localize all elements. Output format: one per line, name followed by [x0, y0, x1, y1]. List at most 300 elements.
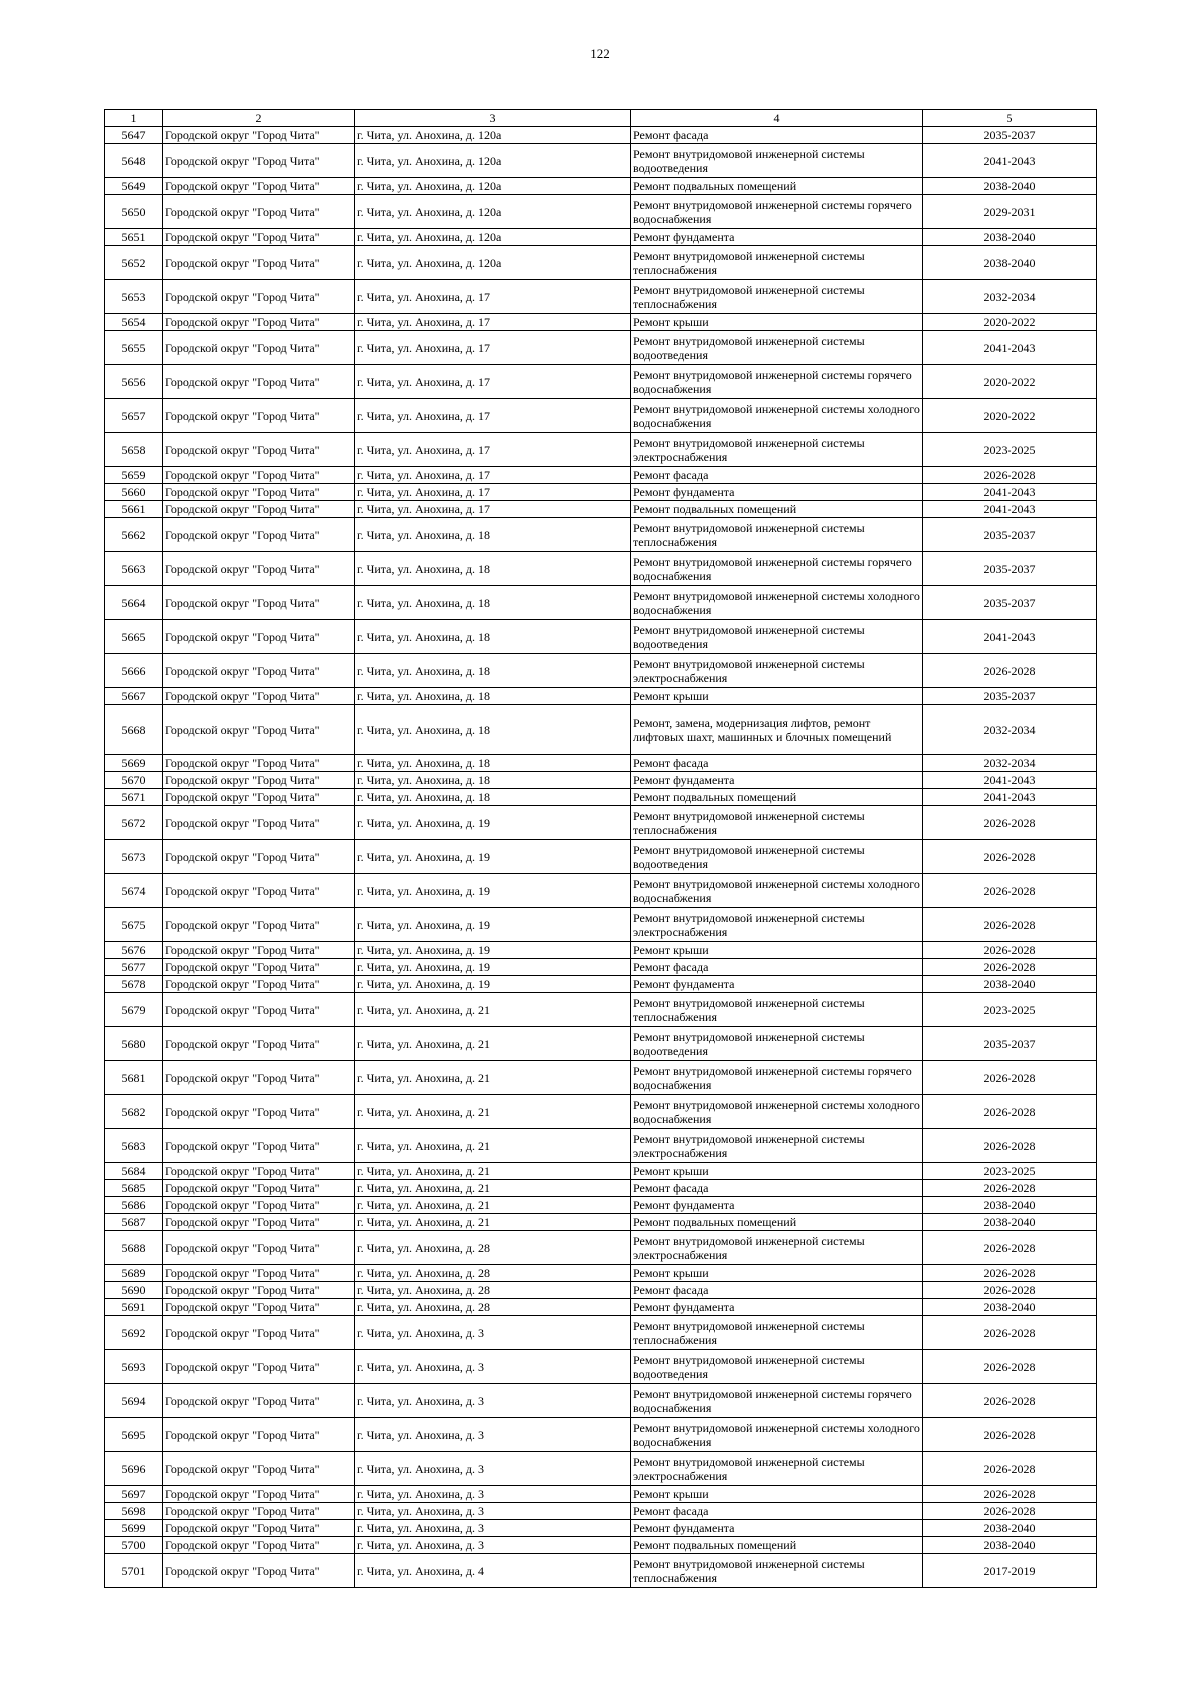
- work-type-cell: Ремонт фасада: [631, 1282, 923, 1299]
- table-row: [105, 331, 1097, 365]
- work-type-cell: Ремонт подвальных помещений: [631, 789, 923, 806]
- address-cell: г. Чита, ул. Анохина, д. 17: [355, 399, 631, 433]
- period-cell: 2026-2028: [923, 908, 1097, 942]
- period-cell: 2032-2034: [923, 755, 1097, 772]
- work-type-cell: Ремонт подвальных помещений: [631, 1537, 923, 1554]
- row-number-cell: 5652: [105, 246, 163, 280]
- row-number-cell: 5677: [105, 959, 163, 976]
- address-cell: г. Чита, ул. Анохина, д. 18: [355, 586, 631, 620]
- work-type-cell: Ремонт крыши: [631, 688, 923, 705]
- address-cell: г. Чита, ул. Анохина, д. 4: [355, 1554, 631, 1588]
- work-type-cell: Ремонт подвальных помещений: [631, 501, 923, 518]
- row-number-cell: 5654: [105, 314, 163, 331]
- address-cell: г. Чита, ул. Анохина, д. 120а: [355, 127, 631, 144]
- address-cell: г. Чита, ул. Анохина, д. 17: [355, 365, 631, 399]
- row-number-cell: 5689: [105, 1265, 163, 1282]
- table-row: [105, 1129, 1097, 1163]
- table-row: [105, 314, 1097, 331]
- row-number-cell: 5693: [105, 1350, 163, 1384]
- address-cell: г. Чита, ул. Анохина, д. 19: [355, 806, 631, 840]
- table-row: [105, 1520, 1097, 1537]
- period-cell: 2038-2040: [923, 1299, 1097, 1316]
- work-type-cell: Ремонт крыши: [631, 942, 923, 959]
- period-cell: 2038-2040: [923, 1520, 1097, 1537]
- table-row: [105, 518, 1097, 552]
- work-type-cell: Ремонт фундамента: [631, 772, 923, 789]
- work-type-cell: Ремонт внутридомовой инженерной системы водоотведения: [631, 1350, 923, 1384]
- work-type-cell: Ремонт фасада: [631, 1180, 923, 1197]
- municipality-cell: Городской округ "Город Чита": [163, 1163, 355, 1180]
- work-type-cell: Ремонт внутридомовой инженерной системы электроснабжения: [631, 1231, 923, 1265]
- table-row: [105, 993, 1097, 1027]
- column-number-header-row: [105, 110, 1097, 127]
- work-type-cell: Ремонт внутридомовой инженерной системы теплоснабжения: [631, 806, 923, 840]
- period-cell: 2023-2025: [923, 1163, 1097, 1180]
- work-type-cell: Ремонт фундамента: [631, 229, 923, 246]
- period-cell: 2026-2028: [923, 1486, 1097, 1503]
- table-row: [105, 1503, 1097, 1520]
- work-type-cell: Ремонт внутридомовой инженерной системы электроснабжения: [631, 1452, 923, 1486]
- period-cell: 2026-2028: [923, 1452, 1097, 1486]
- address-cell: г. Чита, ул. Анохина, д. 18: [355, 755, 631, 772]
- work-type-cell: Ремонт внутридомовой инженерной системы водоотведения: [631, 144, 923, 178]
- address-cell: г. Чита, ул. Анохина, д. 19: [355, 976, 631, 993]
- work-type-cell: Ремонт внутридомовой инженерной системы холодного водоснабжения: [631, 1095, 923, 1129]
- period-cell: 2026-2028: [923, 467, 1097, 484]
- address-cell: г. Чита, ул. Анохина, д. 18: [355, 518, 631, 552]
- municipality-cell: Городской округ "Город Чита": [163, 229, 355, 246]
- row-number-cell: 5666: [105, 654, 163, 688]
- address-cell: г. Чита, ул. Анохина, д. 17: [355, 484, 631, 501]
- table-row: [105, 484, 1097, 501]
- table-row: [105, 1265, 1097, 1282]
- municipality-cell: Городской округ "Город Чита": [163, 1197, 355, 1214]
- municipality-cell: Городской округ "Город Чита": [163, 1299, 355, 1316]
- row-number-cell: 5663: [105, 552, 163, 586]
- period-cell: 2023-2025: [923, 993, 1097, 1027]
- municipality-cell: Городской округ "Город Чита": [163, 688, 355, 705]
- address-cell: г. Чита, ул. Анохина, д. 120а: [355, 246, 631, 280]
- period-cell: 2038-2040: [923, 1537, 1097, 1554]
- work-type-cell: Ремонт внутридомовой инженерной системы горячего водоснабжения: [631, 552, 923, 586]
- period-cell: 2035-2037: [923, 552, 1097, 586]
- row-number-cell: 5655: [105, 331, 163, 365]
- row-number-cell: 5678: [105, 976, 163, 993]
- work-type-cell: Ремонт фундамента: [631, 1299, 923, 1316]
- address-cell: г. Чита, ул. Анохина, д. 120а: [355, 195, 631, 229]
- municipality-cell: Городской округ "Город Чита": [163, 959, 355, 976]
- municipality-cell: Городской округ "Город Чита": [163, 1282, 355, 1299]
- table-row: [105, 1180, 1097, 1197]
- municipality-cell: Городской округ "Город Чита": [163, 246, 355, 280]
- work-type-cell: Ремонт фасада: [631, 959, 923, 976]
- municipality-cell: Городской округ "Город Чита": [163, 144, 355, 178]
- table-row: [105, 1486, 1097, 1503]
- address-cell: г. Чита, ул. Анохина, д. 18: [355, 620, 631, 654]
- column-header: 1: [105, 110, 163, 127]
- period-cell: 2026-2028: [923, 1350, 1097, 1384]
- row-number-cell: 5691: [105, 1299, 163, 1316]
- work-type-cell: Ремонт крыши: [631, 1163, 923, 1180]
- period-cell: 2041-2043: [923, 501, 1097, 518]
- address-cell: г. Чита, ул. Анохина, д. 21: [355, 1163, 631, 1180]
- address-cell: г. Чита, ул. Анохина, д. 120а: [355, 229, 631, 246]
- municipality-cell: Городской округ "Город Чита": [163, 874, 355, 908]
- address-cell: г. Чита, ул. Анохина, д. 3: [355, 1418, 631, 1452]
- municipality-cell: Городской округ "Город Чита": [163, 314, 355, 331]
- table-row: [105, 1299, 1097, 1316]
- address-cell: г. Чита, ул. Анохина, д. 19: [355, 840, 631, 874]
- row-number-cell: 5680: [105, 1027, 163, 1061]
- work-type-cell: Ремонт внутридомовой инженерной системы горячего водоснабжения: [631, 195, 923, 229]
- column-header: 2: [163, 110, 355, 127]
- row-number-cell: 5649: [105, 178, 163, 195]
- table-row: [105, 1197, 1097, 1214]
- row-number-cell: 5647: [105, 127, 163, 144]
- row-number-cell: 5653: [105, 280, 163, 314]
- row-number-cell: 5686: [105, 1197, 163, 1214]
- address-cell: г. Чита, ул. Анохина, д. 17: [355, 433, 631, 467]
- work-type-cell: Ремонт внутридомовой инженерной системы теплоснабжения: [631, 1554, 923, 1588]
- municipality-cell: Городской округ "Город Чита": [163, 654, 355, 688]
- work-type-cell: Ремонт подвальных помещений: [631, 178, 923, 195]
- municipality-cell: Городской округ "Город Чита": [163, 280, 355, 314]
- address-cell: г. Чита, ул. Анохина, д. 3: [355, 1503, 631, 1520]
- row-number-cell: 5683: [105, 1129, 163, 1163]
- table-row: [105, 1418, 1097, 1452]
- work-type-cell: Ремонт внутридомовой инженерной системы горячего водоснабжения: [631, 1061, 923, 1095]
- row-number-cell: 5658: [105, 433, 163, 467]
- address-cell: г. Чита, ул. Анохина, д. 120а: [355, 178, 631, 195]
- table-row: [105, 908, 1097, 942]
- municipality-cell: Городской округ "Город Чита": [163, 942, 355, 959]
- municipality-cell: Городской округ "Город Чита": [163, 433, 355, 467]
- municipality-cell: Городской округ "Город Чита": [163, 840, 355, 874]
- municipality-cell: Городской округ "Город Чита": [163, 399, 355, 433]
- municipality-cell: Городской округ "Город Чита": [163, 1180, 355, 1197]
- table-row: [105, 365, 1097, 399]
- address-cell: г. Чита, ул. Анохина, д. 3: [355, 1486, 631, 1503]
- period-cell: 2035-2037: [923, 688, 1097, 705]
- row-number-cell: 5692: [105, 1316, 163, 1350]
- table-row: [105, 688, 1097, 705]
- row-number-cell: 5660: [105, 484, 163, 501]
- period-cell: 2026-2028: [923, 1316, 1097, 1350]
- address-cell: г. Чита, ул. Анохина, д. 17: [355, 467, 631, 484]
- row-number-cell: 5662: [105, 518, 163, 552]
- period-cell: 2041-2043: [923, 144, 1097, 178]
- period-cell: 2026-2028: [923, 1418, 1097, 1452]
- municipality-cell: Городской округ "Город Чита": [163, 1095, 355, 1129]
- table-row: [105, 1384, 1097, 1418]
- work-type-cell: Ремонт фундамента: [631, 484, 923, 501]
- work-type-cell: Ремонт внутридомовой инженерной системы холодного водоснабжения: [631, 1418, 923, 1452]
- address-cell: г. Чита, ул. Анохина, д. 120а: [355, 144, 631, 178]
- table-row: [105, 840, 1097, 874]
- municipality-cell: Городской округ "Город Чита": [163, 1520, 355, 1537]
- period-cell: 2026-2028: [923, 1282, 1097, 1299]
- row-number-cell: 5672: [105, 806, 163, 840]
- work-type-cell: Ремонт внутридомовой инженерной системы электроснабжения: [631, 433, 923, 467]
- address-cell: г. Чита, ул. Анохина, д. 17: [355, 280, 631, 314]
- period-cell: 2038-2040: [923, 246, 1097, 280]
- work-type-cell: Ремонт внутридомовой инженерной системы водоотведения: [631, 1027, 923, 1061]
- table-row: [105, 246, 1097, 280]
- table-row: [105, 1061, 1097, 1095]
- row-number-cell: 5687: [105, 1214, 163, 1231]
- period-cell: 2026-2028: [923, 1503, 1097, 1520]
- period-cell: 2035-2037: [923, 127, 1097, 144]
- work-type-cell: Ремонт крыши: [631, 314, 923, 331]
- address-cell: г. Чита, ул. Анохина, д. 28: [355, 1265, 631, 1282]
- work-type-cell: Ремонт фасада: [631, 127, 923, 144]
- table-body: [105, 127, 1097, 1588]
- work-type-cell: Ремонт фундамента: [631, 976, 923, 993]
- period-cell: 2041-2043: [923, 484, 1097, 501]
- row-number-cell: 5648: [105, 144, 163, 178]
- address-cell: г. Чита, ул. Анохина, д. 21: [355, 1214, 631, 1231]
- period-cell: 2038-2040: [923, 229, 1097, 246]
- address-cell: г. Чита, ул. Анохина, д. 19: [355, 908, 631, 942]
- municipality-cell: Городской округ "Город Чита": [163, 484, 355, 501]
- municipality-cell: Городской округ "Город Чита": [163, 705, 355, 755]
- row-number-cell: 5650: [105, 195, 163, 229]
- row-number-cell: 5657: [105, 399, 163, 433]
- work-type-cell: Ремонт фасада: [631, 755, 923, 772]
- table-row: [105, 806, 1097, 840]
- work-type-cell: Ремонт внутридомовой инженерной системы холодного водоснабжения: [631, 399, 923, 433]
- period-cell: 2035-2037: [923, 518, 1097, 552]
- row-number-cell: 5659: [105, 467, 163, 484]
- row-number-cell: 5674: [105, 874, 163, 908]
- municipality-cell: Городской округ "Город Чита": [163, 552, 355, 586]
- address-cell: г. Чита, ул. Анохина, д. 3: [355, 1384, 631, 1418]
- period-cell: 2038-2040: [923, 1214, 1097, 1231]
- municipality-cell: Городской округ "Город Чита": [163, 1265, 355, 1282]
- municipality-cell: Городской округ "Город Чита": [163, 1554, 355, 1588]
- work-type-cell: Ремонт, замена, модернизация лифтов, ремонт лифтовых шахт, машинных и блочных помещений: [631, 705, 923, 755]
- address-cell: г. Чита, ул. Анохина, д. 21: [355, 1129, 631, 1163]
- period-cell: 2026-2028: [923, 654, 1097, 688]
- municipality-cell: Городской округ "Город Чита": [163, 331, 355, 365]
- table-row: [105, 620, 1097, 654]
- table-row: [105, 1214, 1097, 1231]
- period-cell: 2026-2028: [923, 1384, 1097, 1418]
- municipality-cell: Городской округ "Город Чита": [163, 1129, 355, 1163]
- work-type-cell: Ремонт фундамента: [631, 1197, 923, 1214]
- municipality-cell: Городской округ "Город Чита": [163, 365, 355, 399]
- table-row: [105, 1452, 1097, 1486]
- period-cell: 2035-2037: [923, 586, 1097, 620]
- municipality-cell: Городской округ "Город Чита": [163, 586, 355, 620]
- municipality-cell: Городской округ "Город Чита": [163, 1486, 355, 1503]
- period-cell: 2026-2028: [923, 959, 1097, 976]
- period-cell: 2041-2043: [923, 620, 1097, 654]
- address-cell: г. Чита, ул. Анохина, д. 18: [355, 705, 631, 755]
- work-type-cell: Ремонт внутридомовой инженерной системы горячего водоснабжения: [631, 1384, 923, 1418]
- municipality-cell: Городской округ "Город Чита": [163, 1503, 355, 1520]
- period-cell: 2017-2019: [923, 1554, 1097, 1588]
- period-cell: 2020-2022: [923, 314, 1097, 331]
- address-cell: г. Чита, ул. Анохина, д. 3: [355, 1520, 631, 1537]
- table-row: [105, 280, 1097, 314]
- table-row: [105, 127, 1097, 144]
- period-cell: 2026-2028: [923, 1129, 1097, 1163]
- table-row: [105, 1095, 1097, 1129]
- period-cell: 2035-2037: [923, 1027, 1097, 1061]
- municipality-cell: Городской округ "Город Чита": [163, 1231, 355, 1265]
- period-cell: 2026-2028: [923, 806, 1097, 840]
- work-type-cell: Ремонт внутридомовой инженерной системы электроснабжения: [631, 1129, 923, 1163]
- period-cell: 2026-2028: [923, 942, 1097, 959]
- table-row: [105, 433, 1097, 467]
- work-type-cell: Ремонт внутридомовой инженерной системы горячего водоснабжения: [631, 365, 923, 399]
- municipality-cell: Городской округ "Город Чита": [163, 755, 355, 772]
- table-row: [105, 1554, 1097, 1588]
- address-cell: г. Чита, ул. Анохина, д. 17: [355, 331, 631, 365]
- table-row: [105, 1163, 1097, 1180]
- address-cell: г. Чита, ул. Анохина, д. 18: [355, 552, 631, 586]
- address-cell: г. Чита, ул. Анохина, д. 21: [355, 1061, 631, 1095]
- address-cell: г. Чита, ул. Анохина, д. 19: [355, 959, 631, 976]
- address-cell: г. Чита, ул. Анохина, д. 18: [355, 772, 631, 789]
- work-type-cell: Ремонт внутридомовой инженерной системы электроснабжения: [631, 908, 923, 942]
- period-cell: 2023-2025: [923, 433, 1097, 467]
- row-number-cell: 5695: [105, 1418, 163, 1452]
- work-type-cell: Ремонт внутридомовой инженерной системы водоотведения: [631, 331, 923, 365]
- row-number-cell: 5664: [105, 586, 163, 620]
- municipality-cell: Городской округ "Город Чита": [163, 501, 355, 518]
- period-cell: 2041-2043: [923, 331, 1097, 365]
- row-number-cell: 5669: [105, 755, 163, 772]
- period-cell: 2026-2028: [923, 840, 1097, 874]
- municipality-cell: Городской округ "Город Чита": [163, 1384, 355, 1418]
- work-type-cell: Ремонт крыши: [631, 1265, 923, 1282]
- row-number-cell: 5682: [105, 1095, 163, 1129]
- table-row: [105, 144, 1097, 178]
- municipality-cell: Городской округ "Город Чита": [163, 772, 355, 789]
- municipality-cell: Городской округ "Город Чита": [163, 993, 355, 1027]
- row-number-cell: 5698: [105, 1503, 163, 1520]
- period-cell: 2020-2022: [923, 365, 1097, 399]
- work-type-cell: Ремонт фундамента: [631, 1520, 923, 1537]
- table-row: [105, 654, 1097, 688]
- page-number: 122: [590, 46, 610, 61]
- period-cell: 2020-2022: [923, 399, 1097, 433]
- row-number-cell: 5685: [105, 1180, 163, 1197]
- table-row: [105, 1350, 1097, 1384]
- address-cell: г. Чита, ул. Анохина, д. 3: [355, 1350, 631, 1384]
- address-cell: г. Чита, ул. Анохина, д. 18: [355, 688, 631, 705]
- work-type-cell: Ремонт внутридомовой инженерной системы водоотведения: [631, 620, 923, 654]
- row-number-cell: 5668: [105, 705, 163, 755]
- row-number-cell: 5656: [105, 365, 163, 399]
- municipality-cell: Городской округ "Город Чита": [163, 976, 355, 993]
- municipality-cell: Городской округ "Город Чита": [163, 1316, 355, 1350]
- period-cell: 2038-2040: [923, 1197, 1097, 1214]
- table-row: [105, 1282, 1097, 1299]
- row-number-cell: 5701: [105, 1554, 163, 1588]
- row-number-cell: 5690: [105, 1282, 163, 1299]
- row-number-cell: 5661: [105, 501, 163, 518]
- period-cell: 2032-2034: [923, 280, 1097, 314]
- row-number-cell: 5684: [105, 1163, 163, 1180]
- address-cell: г. Чита, ул. Анохина, д. 28: [355, 1282, 631, 1299]
- municipality-cell: Городской округ "Город Чита": [163, 1027, 355, 1061]
- period-cell: 2026-2028: [923, 1231, 1097, 1265]
- municipality-cell: Городской округ "Город Чита": [163, 467, 355, 484]
- table-row: [105, 772, 1097, 789]
- row-number-cell: 5697: [105, 1486, 163, 1503]
- municipality-cell: Городской округ "Город Чита": [163, 127, 355, 144]
- work-type-cell: Ремонт фасада: [631, 467, 923, 484]
- address-cell: г. Чита, ул. Анохина, д. 21: [355, 1197, 631, 1214]
- period-cell: 2032-2034: [923, 705, 1097, 755]
- row-number-cell: 5667: [105, 688, 163, 705]
- address-cell: г. Чита, ул. Анохина, д. 3: [355, 1537, 631, 1554]
- column-header: 5: [923, 110, 1097, 127]
- row-number-cell: 5679: [105, 993, 163, 1027]
- municipality-cell: Городской округ "Город Чита": [163, 1350, 355, 1384]
- period-cell: 2026-2028: [923, 1061, 1097, 1095]
- period-cell: 2026-2028: [923, 1265, 1097, 1282]
- municipality-cell: Городской округ "Город Чита": [163, 178, 355, 195]
- row-number-cell: 5696: [105, 1452, 163, 1486]
- address-cell: г. Чита, ул. Анохина, д. 21: [355, 1180, 631, 1197]
- period-cell: 2026-2028: [923, 874, 1097, 908]
- address-cell: г. Чита, ул. Анохина, д. 28: [355, 1299, 631, 1316]
- table-row: [105, 1537, 1097, 1554]
- period-cell: 2041-2043: [923, 772, 1097, 789]
- work-type-cell: Ремонт внутридомовой инженерной системы водоотведения: [631, 840, 923, 874]
- table-row: [105, 178, 1097, 195]
- row-number-cell: 5665: [105, 620, 163, 654]
- table-row: [105, 942, 1097, 959]
- table-row: [105, 467, 1097, 484]
- municipality-cell: Городской округ "Город Чита": [163, 908, 355, 942]
- municipality-cell: Городской округ "Город Чита": [163, 1418, 355, 1452]
- period-cell: 2029-2031: [923, 195, 1097, 229]
- period-cell: 2026-2028: [923, 1095, 1097, 1129]
- address-cell: г. Чита, ул. Анохина, д. 19: [355, 874, 631, 908]
- work-type-cell: Ремонт внутридомовой инженерной системы теплоснабжения: [631, 280, 923, 314]
- table-row: [105, 229, 1097, 246]
- work-type-cell: Ремонт внутридомовой инженерной системы холодного водоснабжения: [631, 586, 923, 620]
- period-cell: 2038-2040: [923, 976, 1097, 993]
- municipality-cell: Городской округ "Город Чита": [163, 620, 355, 654]
- table-row: [105, 1231, 1097, 1265]
- address-cell: г. Чита, ул. Анохина, д. 21: [355, 1095, 631, 1129]
- table-row: [105, 501, 1097, 518]
- work-type-cell: Ремонт внутридомовой инженерной системы холодного водоснабжения: [631, 874, 923, 908]
- work-type-cell: Ремонт внутридомовой инженерной системы теплоснабжения: [631, 246, 923, 280]
- column-header: 4: [631, 110, 923, 127]
- row-number-cell: 5694: [105, 1384, 163, 1418]
- address-cell: г. Чита, ул. Анохина, д. 17: [355, 501, 631, 518]
- work-type-cell: Ремонт подвальных помещений: [631, 1214, 923, 1231]
- address-cell: г. Чита, ул. Анохина, д. 21: [355, 993, 631, 1027]
- row-number-cell: 5688: [105, 1231, 163, 1265]
- table-row: [105, 959, 1097, 976]
- row-number-cell: 5675: [105, 908, 163, 942]
- table-row: [105, 1027, 1097, 1061]
- work-type-cell: Ремонт крыши: [631, 1486, 923, 1503]
- period-cell: 2041-2043: [923, 789, 1097, 806]
- period-cell: 2038-2040: [923, 178, 1097, 195]
- address-cell: г. Чита, ул. Анохина, д. 3: [355, 1452, 631, 1486]
- table-row: [105, 552, 1097, 586]
- table-row: [105, 399, 1097, 433]
